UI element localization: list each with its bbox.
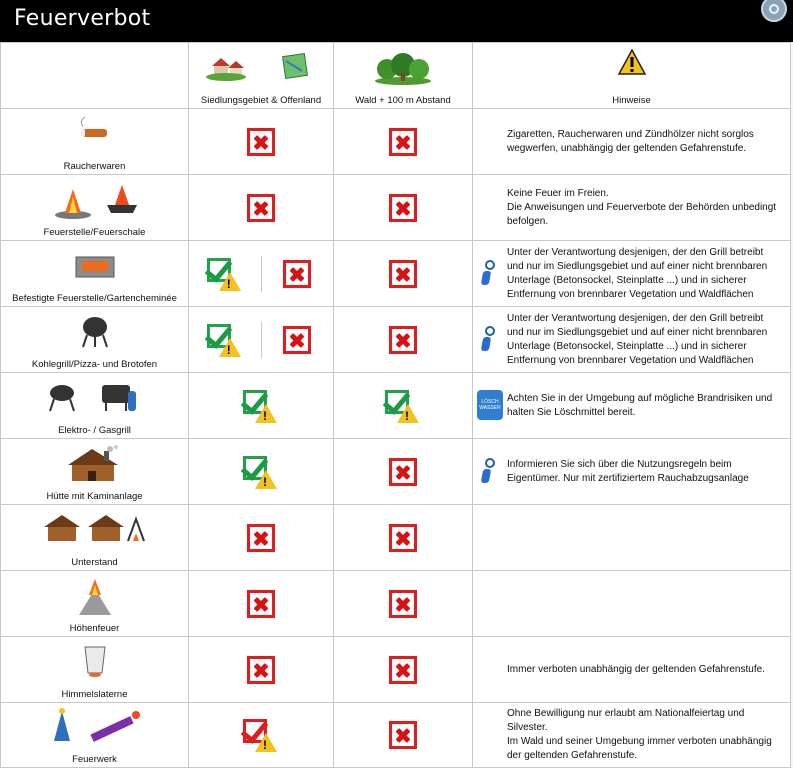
forbidden-icon xyxy=(389,194,417,222)
forbidden-icon xyxy=(247,590,275,618)
forbidden-icon xyxy=(389,590,417,618)
forest-icon xyxy=(334,49,472,88)
hint-text: Informieren Sie sich über die Nutzungsregeln beim Eigentümer. Nur mit zertifiziertem Rauchabzugsanlage xyxy=(507,458,749,484)
forbidden-icon xyxy=(247,194,275,222)
forbidden-icon xyxy=(283,326,311,354)
info-icon xyxy=(479,458,499,486)
forbidden-icon xyxy=(389,128,417,156)
hint-cell xyxy=(473,505,791,571)
allowed-caution-icon xyxy=(207,322,243,358)
row-label: Kohlegrill/Pizza- und Brotofen xyxy=(31,359,158,370)
table-row xyxy=(1,571,791,637)
row-label: Himmelslaterne xyxy=(61,689,128,700)
loeschwasser-icon xyxy=(477,390,503,420)
table-row xyxy=(1,439,791,505)
allowed-caution-icon xyxy=(243,388,279,424)
header-row xyxy=(1,43,791,109)
row-label-cell xyxy=(1,241,189,307)
row-label: Unterstand xyxy=(71,557,118,568)
row-label-cell xyxy=(1,571,189,637)
forbidden-icon xyxy=(389,260,417,288)
header-hints-label: Hinweise xyxy=(612,95,651,106)
header-forest-label: Wald + 100 m Abstand xyxy=(355,95,451,106)
cigar-icon xyxy=(1,115,188,148)
hint-cell: Keine Feuer im Freien. Die Anweisungen und Feuerverbote der Behörden unbedingt befolgen. xyxy=(473,175,791,241)
allowed-caution-icon xyxy=(385,388,421,424)
forbidden-icon xyxy=(283,260,311,288)
bonfire-icon xyxy=(1,577,188,620)
table-row xyxy=(1,307,791,373)
forbidden-icon xyxy=(389,721,417,749)
row-label-cell xyxy=(1,175,189,241)
forbidden-icon xyxy=(247,656,275,684)
header-settlement xyxy=(189,43,334,109)
allowed-caution-icon xyxy=(207,256,243,292)
charcoal-grill-icon xyxy=(1,313,188,352)
hint-text: Unter der Verantwortung desjenigen, der den Grill betreibt und nur im Siedlungsgebiet und auf einer nicht brennbaren Unterlage (Betonsockel, Steinplatte ...) und in sicherer Entfernung von brennbarer Vegetation und Waldflächen xyxy=(507,312,768,366)
table-row xyxy=(1,703,791,768)
forbidden-icon xyxy=(389,326,417,354)
row-label: Feuerwerk xyxy=(72,754,117,765)
village-map-icon xyxy=(189,49,333,88)
info-icon xyxy=(479,260,499,288)
hint-cell xyxy=(473,241,791,307)
row-label-cell xyxy=(1,505,189,571)
electric-gas-grill-icon xyxy=(1,379,188,418)
forbidden-icon xyxy=(247,128,275,156)
forbidden-icon xyxy=(389,524,417,552)
header-settlement-label: Siedlungsgebiet & Offenland xyxy=(200,95,322,106)
table-row xyxy=(1,109,791,175)
info-icon xyxy=(479,326,499,354)
sky-lantern-icon xyxy=(1,643,188,686)
table-row xyxy=(1,175,791,241)
warning-icon xyxy=(473,49,790,78)
row-label-cell xyxy=(1,109,189,175)
row-label: Höhenfeuer xyxy=(69,623,120,634)
forbidden-icon xyxy=(247,524,275,552)
hint-cell xyxy=(473,571,791,637)
corner-badge-icon[interactable] xyxy=(761,0,787,22)
fireworks-icon xyxy=(1,707,188,746)
page-title: Feuerverbot xyxy=(14,6,151,31)
row-label: Elektro- / Gasgrill xyxy=(58,425,131,436)
allowed-caution-icon xyxy=(243,717,279,753)
hint-cell xyxy=(473,307,791,373)
hint-cell: Ohne Bewilligung nur erlaubt am Nationalfeiertag und Silvester. Im Wald und seiner Umgebung immer verboten unabhängig der geltenden Gefahrenstufe. xyxy=(473,703,791,768)
hint-cell xyxy=(473,373,791,439)
table-row xyxy=(1,373,791,439)
forbidden-icon xyxy=(389,458,417,486)
hint-text: Unter der Verantwortung desjenigen, der den Grill betreibt und nur im Siedlungsgebiet und auf einer nicht brennbaren Unterlage (Betonsockel, Steinplatte ...) und in sicherer Entfernung von brennbarer Vegetation und Waldflächen xyxy=(507,246,768,300)
fixed-fireplace-icon xyxy=(1,247,188,284)
header-forest xyxy=(334,43,473,109)
fire-ban-table xyxy=(0,42,791,768)
row-label-cell xyxy=(1,439,189,505)
row-label: Feuerstelle/Feuerschale xyxy=(43,227,146,238)
hint-cell xyxy=(473,439,791,505)
hut-chimney-icon xyxy=(1,445,188,488)
forbidden-icon xyxy=(389,656,417,684)
header-empty xyxy=(1,43,189,109)
table-row xyxy=(1,241,791,307)
shelter-icon xyxy=(1,511,188,548)
campfire-icon xyxy=(1,181,188,224)
row-label-cell xyxy=(1,637,189,703)
row-label: Hütte mit Kaminanlage xyxy=(46,491,143,502)
header-hints xyxy=(473,43,791,109)
hint-cell: Immer verboten unabhängig der geltenden Gefahrenstufe. xyxy=(473,637,791,703)
row-label-cell xyxy=(1,307,189,373)
table-row xyxy=(1,637,791,703)
hint-cell: Zigaretten, Raucherwaren und Zündhölzer nicht sorglos wegwerfen, unabhängig der geltenden Gefahrenstufe. xyxy=(473,109,791,175)
row-label: Befestigte Feuerstelle/Gartencheminée xyxy=(12,293,177,304)
table-row xyxy=(1,505,791,571)
row-label: Raucherwaren xyxy=(63,161,126,172)
row-label-cell xyxy=(1,703,189,768)
allowed-caution-icon xyxy=(243,454,279,490)
title-bar xyxy=(0,0,793,42)
hint-text: Achten Sie in der Umgebung auf mögliche Brandrisiken und halten Sie Löschmittel bereit. xyxy=(507,392,773,418)
row-label-cell xyxy=(1,373,189,439)
